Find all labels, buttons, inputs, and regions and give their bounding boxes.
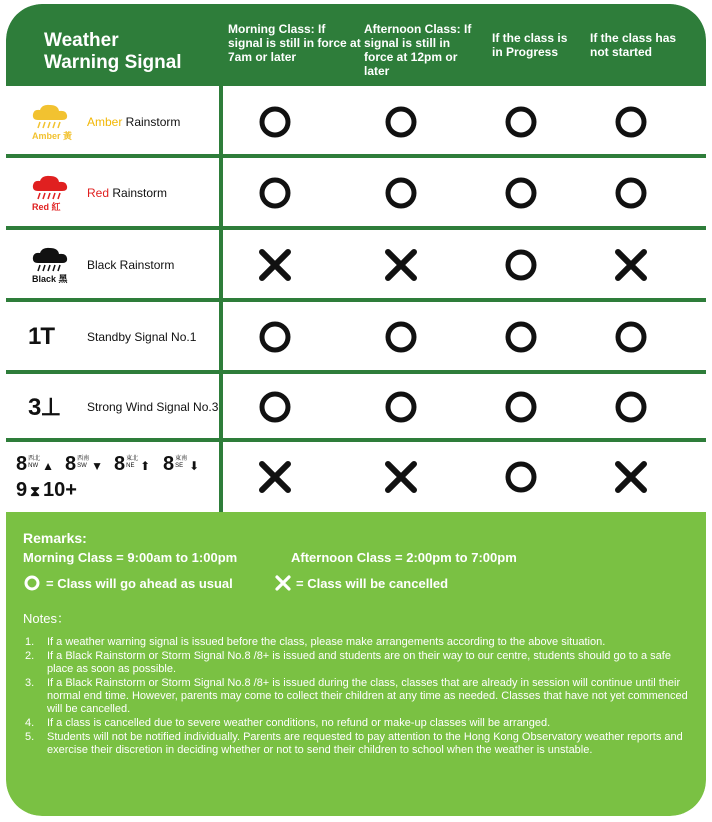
remarks-title: Remarks: xyxy=(23,530,87,546)
circle-icon xyxy=(383,175,419,211)
icon-caption: Amber 黃 xyxy=(32,131,73,141)
circle-icon xyxy=(613,104,649,140)
cross-icon xyxy=(613,459,649,495)
afternoon-class-time: Afternoon Class = 2:00pm to 7:00pm xyxy=(291,550,517,565)
circle-icon xyxy=(613,319,649,355)
icon-caption: Red 紅 xyxy=(32,202,61,212)
note-number: 4. xyxy=(25,717,35,729)
signal-label xyxy=(87,186,167,200)
signal-8-ne: 8東北 NE ⬆ xyxy=(114,453,151,475)
signal-label xyxy=(87,330,196,344)
cross-icon xyxy=(613,247,649,283)
signal-label xyxy=(87,400,218,414)
remarks-panel xyxy=(6,512,706,816)
signal-8-sw: 8西南 SW ▼ xyxy=(65,453,104,475)
amber-rainstorm-icon xyxy=(28,102,76,141)
red-rainstorm-icon xyxy=(28,173,76,212)
cross-icon xyxy=(257,459,293,495)
go-legend: = Class will go ahead as usual xyxy=(46,576,233,591)
cross-icon xyxy=(383,247,419,283)
signal-label xyxy=(87,115,180,129)
icon-caption: Black 黑 xyxy=(32,274,68,284)
circle-icon xyxy=(257,389,293,425)
note-text: If a class is cancelled due to severe weather conditions, no refund or make-up classes will be arranged. xyxy=(47,717,551,729)
circle-icon xyxy=(503,104,539,140)
signal-label-color-word: Red xyxy=(87,186,110,200)
cross-icon xyxy=(383,459,419,495)
note-text: If a Black Rainstorm or Storm Signal No.8 /8+ is issued and students are on their way to our centre, students should go to a safe place as soon as possible. xyxy=(47,650,671,675)
circle-icon xyxy=(257,319,293,355)
header-title xyxy=(44,30,182,74)
header-title-line1: Weather xyxy=(44,30,119,51)
signal-8-nw: 8西北 NW ▲ xyxy=(16,453,55,475)
circle-icon xyxy=(383,104,419,140)
strong-wind-signal-3-icon: 3⊥ xyxy=(28,394,61,421)
signal-label-text: Black Rainstorm xyxy=(87,258,175,272)
cancel-legend: = Class will be cancelled xyxy=(296,576,449,591)
signal-label-text: Strong Wind Signal No.3 xyxy=(87,400,219,414)
signal-label-text: Rainstorm xyxy=(109,186,168,200)
note-item xyxy=(23,717,693,730)
circle-icon xyxy=(613,175,649,211)
storm-signal-8-icon xyxy=(16,453,216,505)
black-rainstorm-icon xyxy=(28,245,76,284)
weather-signal-card xyxy=(6,4,706,816)
circle-icon xyxy=(23,574,41,592)
circle-icon xyxy=(503,247,539,283)
header-col-morning: Morning Class: If signal is still in force at 7am or later xyxy=(228,22,361,64)
note-text: If a Black Rainstorm or Storm Signal No.8 /8+ is issued during the class, classes that are already in session will continue until their normal end time. However, parents may come to collect their children at any time as needed. Classes that have not yet commenced will be cancelled. xyxy=(47,677,688,715)
header-col-not-started: If the class has not started xyxy=(590,31,677,59)
morning-class-time: Morning Class = 9:00am to 1:00pm xyxy=(23,550,238,565)
table-row xyxy=(6,301,706,373)
circle-icon xyxy=(613,389,649,425)
signal-label-text: Standby Signal No.1 xyxy=(87,330,197,344)
circle-icon xyxy=(503,459,539,495)
cross-icon xyxy=(257,247,293,283)
signal-9-10: 9 ⧗ 10+ xyxy=(16,479,77,501)
circle-icon xyxy=(257,104,293,140)
note-item xyxy=(23,650,693,676)
note-text: Students will not be notified individually. Parents are requested to pay attention to the Hong Kong Observatory weather reports and exercise their discretion in deciding whether or not to send their children to school when the weather is unstable. xyxy=(47,731,683,756)
circle-icon xyxy=(257,175,293,211)
header-title-line2: Warning Signal xyxy=(44,52,182,73)
circle-icon xyxy=(383,319,419,355)
note-item xyxy=(23,677,693,716)
signal-label xyxy=(87,258,174,272)
note-item xyxy=(23,731,693,757)
notes-list xyxy=(23,636,693,758)
cross-icon xyxy=(274,574,292,592)
notes-title: Notes： xyxy=(23,611,70,626)
table-header xyxy=(6,4,706,86)
note-number: 5. xyxy=(25,731,35,743)
circle-icon xyxy=(383,389,419,425)
header-col-afternoon: Afternoon Class: If signal is still in force at 12pm or later xyxy=(364,22,472,78)
table-row xyxy=(6,373,706,441)
note-number: 3. xyxy=(25,677,35,689)
table-row xyxy=(6,157,706,229)
note-number: 2. xyxy=(25,650,35,662)
table-row xyxy=(6,441,706,512)
signal-8-se: 8東南 SE ⬇ xyxy=(163,453,200,475)
signal-label-text: Rainstorm xyxy=(122,115,181,129)
circle-icon xyxy=(503,319,539,355)
note-item xyxy=(23,636,693,649)
circle-icon xyxy=(503,389,539,425)
standby-signal-1-icon: 1T xyxy=(28,323,55,350)
table-row xyxy=(6,86,706,157)
note-number: 1. xyxy=(25,636,35,648)
signal-label-color-word: Amber xyxy=(87,115,123,129)
circle-icon xyxy=(503,175,539,211)
table-row xyxy=(6,229,706,301)
header-col-in-progress: If the class is in Progress xyxy=(492,31,568,59)
note-text: If a weather warning signal is issued before the class, please make arrangements according to the above situation. xyxy=(47,636,606,648)
